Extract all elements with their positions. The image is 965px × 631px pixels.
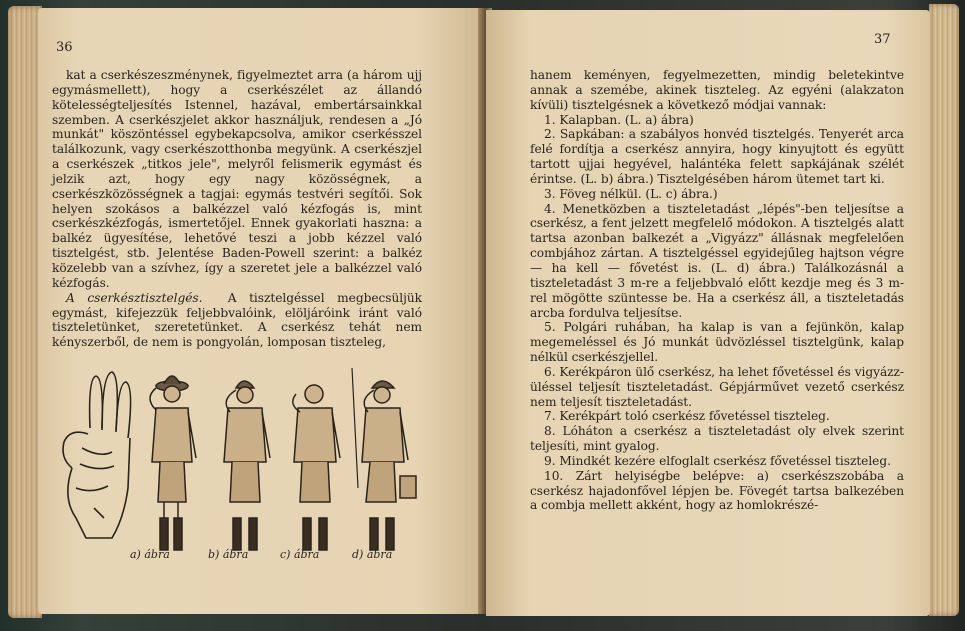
- list-item: 7. Kerékpárt toló cserkész fővetéssel tiszteleg.: [544, 409, 830, 424]
- section-text: A tisztelgéssel megbecsüljük egymást, kifejezzük feljebbvalóink, elöljáróink iránt való tiszteletünket, szeretetünket. A cserkész tehát nem kényszerből, de nem is pongyolán, lomposan tiszteleg,: [52, 290, 422, 350]
- list-item: 3. Föveg nélkül. (L. c) ábra.): [544, 186, 718, 201]
- scout-figure-d: [352, 368, 416, 550]
- caption-c: c) ábra: [280, 548, 320, 561]
- caption-a: a) ábra: [130, 548, 170, 561]
- list-item: 8. Lóháton a cserkész a tiszteletadást oly elvek szerint teljesíti, mint gyalog.: [530, 424, 904, 454]
- right-page: [486, 10, 930, 616]
- list-item: 4. Menetközben a tiszteletadást „lépés"-ben teljesítse a cserkész, a fent jelzett megfelelő módokon. A tisztelgés alatt tartsa azonban balkezét a „Vigyázz" állásnak megfelelően combjához zártan. A tisztelgéssel egyidejűleg hajtson végre — ha kell — fővetést is. (L. d) ábra.) Találkozásnál a tiszteletadást 3 m-re a feljebbvaló előtt kezdje meg és 3 m-rel mögötte szüntesse be. Ha a cserkész áll, a tiszteletadás arcba fordulva teljesítse.: [530, 201, 904, 320]
- left-page-text: [52, 68, 422, 350]
- section-heading: A cserkésztisztelgés.: [66, 290, 203, 305]
- page-number-left: 36: [56, 40, 73, 55]
- scout-sign-hand-figure: [63, 372, 131, 538]
- list-item: 10. Zárt helyiségbe belépve: a) cserkészszobába a cserkész hajadonfővel lépjen be. Fövegét tartsa balkezében a combja mellett akként, hogy az homlokrészé-: [530, 468, 904, 513]
- list-item: 1. Kalapban. (L. a) ábra): [544, 112, 694, 127]
- salute-illustrations: [52, 368, 422, 568]
- list-item: 5. Polgári ruhában, ha kalap is van a fejünkön, kalap megemeléssel és Jó munkát üdvözléssel tisztelgünk, kalap nélkül cserkészjellel.: [530, 320, 904, 365]
- left-page: [38, 8, 484, 614]
- list-item: 6. Kerékpáron ülő cserkész, ha lehet fővetéssel és vigyázz-üléssel teljesít tiszteletadást. Gépjárművet vezető cserkész nem teljesít tiszteletadást.: [530, 364, 904, 409]
- caption-b: b) ábra: [208, 548, 249, 561]
- list-item: 9. Mindkét kezére elfoglalt cserkész fővetéssel tiszteleg.: [544, 453, 891, 468]
- intro-paragraph: hanem keményen, fegyelmezetten, mindig beletekintve annak a szemébe, akinek tiszteleg. Az egyéni (alakzaton kívüli) tisztelgésnek a következő módjai vannak:: [530, 68, 904, 112]
- scout-figure-b: [224, 381, 270, 550]
- page-edges-right: [929, 4, 959, 616]
- section-paragraph: [52, 291, 422, 350]
- caption-d: d) ábra: [352, 548, 393, 561]
- page-number-right: 37: [874, 32, 891, 47]
- scout-figure-a: [150, 376, 196, 550]
- right-page-text: [530, 68, 904, 513]
- paragraph: kat a cserkészeszménynek, figyelmeztet arra (a három ujj egymásmellett), hogy a cserkészélet az állandó kötelességteljesítés Istennel, hazával, embertársainkkal szemben. A cserkészjelet akkor használjuk, rendesen a „Jó munkát" köszöntéssel egybekapcsolva, amikor cserkésszel találkozunk, vagy cserkészotthonba megyünk. A cserkészjel a cserkészek „titkos jele", melyről felismerik egymást és jelzik azt, hogy egy nagy közösségnek, a cserkészközösségnek a tagjai: egymás testvéri segítői. Sok helyen szokásos a balkézzel való kézfogás is, mint cserkészkézfogás, ismertetőjel. Ennek gyakorlati haszna: a balkéz ügyesítése, lehetővé teszi a jobb kézzel való tisztelgést, stb. Jelentése Baden-Powell szerint: a balkéz közelebb van a szívhez, így a szeretet jele a balkézzel való kézfogás.: [52, 68, 422, 290]
- scout-figure-c: [293, 385, 340, 550]
- list-item: 2. Sapkában: a szabályos honvéd tisztelgés. Tenyerét arca felé fordítja a cserkész annyira, hogy kinyujtott és együtt tartott ujjai hegyével, halántéka felett sapkájának szélét érintse. (L. b) ábra.) Tisztelgésében három ütemet tart ki.: [530, 127, 904, 186]
- page-edges-left: [8, 6, 42, 618]
